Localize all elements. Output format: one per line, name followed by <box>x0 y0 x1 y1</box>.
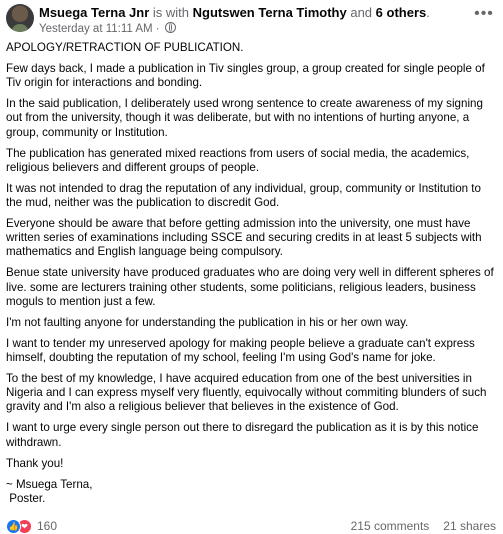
post-header <box>6 4 496 38</box>
shares-count[interactable]: 21 shares <box>443 519 496 533</box>
post-meta <box>39 22 176 36</box>
globe-icon <box>165 22 176 33</box>
comments-count[interactable]: 215 comments <box>350 519 430 533</box>
post-paragraph: The publication has generated mixed reactions from users of social media, the academics, religious believers and different groups of people. <box>6 146 470 174</box>
post-footer <box>6 518 496 534</box>
and-text: and <box>346 5 376 20</box>
post-paragraph: To the best of my knowledge, I have acquired education from one of the best universities in Nigeria and I can express myself very fluently, equivocally without commiting blunders of such gravity and I'm also a religious believer that believes in the existence of God. <box>6 372 487 414</box>
post-body <box>6 41 496 513</box>
reaction-icons[interactable] <box>6 519 36 533</box>
post-paragraph: I want to tender my unreserved apology for making people believe a graduate can't express himself, doubting the reputation of my school, feeling I'm using God's name for joke. <box>6 336 475 365</box>
signature-name: ~ Msuega Terna, <box>6 477 93 491</box>
author-name[interactable]: Msuega Terna Jnr <box>39 5 150 20</box>
post-paragraph: I'm not faulting anyone for understanding the publication in his or her own way. <box>6 315 409 329</box>
reaction-count[interactable]: 160 <box>37 519 58 533</box>
tagged-person[interactable]: Ngutswen Terna Timothy <box>192 5 347 20</box>
tagged-others-link[interactable]: 6 others <box>375 5 427 20</box>
period: . <box>426 5 430 20</box>
with-text: is with <box>149 5 193 20</box>
post-paragraph: In the said publication, I deliberately used wrong sentence to create awareness of my signing out from the university, though it was deliberate, but with no intentions of hurting anyone, a group, community or Institution. <box>6 97 483 139</box>
author-avatar[interactable] <box>6 4 34 32</box>
meta-separator: · <box>152 23 163 35</box>
post-paragraph: Benue state university have produced graduates who are doing very well in different spheres of live. some are lecturers training other students, some politicians, religious leaders, business moguls to mention just a few. <box>6 266 494 308</box>
post-paragraph: Thank you! <box>6 456 64 470</box>
author-line <box>39 5 430 21</box>
post-paragraph: I want to urge every single person out there to disregard the publication as it is by this notice withdrawn. <box>6 421 479 449</box>
post-paragraph: Few days back, I made a publication in Tiv singles group, a group created for single people of Tiv origin for interactions and bonding. <box>6 62 485 90</box>
post-timestamp[interactable]: Yesterday at 11:11 AM <box>39 23 153 35</box>
post-paragraph: Everyone should be aware that before getting admission into the university, one must have written series of examinations including SSCE and securing credits in at least 5 subjects with mathematics and English language being compulsory. <box>6 217 482 259</box>
post-stats <box>351 518 496 534</box>
more-horizontal-icon[interactable]: ••• <box>474 5 494 22</box>
signature-title: Poster. <box>6 491 46 505</box>
like-reaction-icon: 👍 <box>6 519 21 534</box>
post-paragraph: It was not intended to drag the reputation of any individual, group, community or Institution to the mud, neither was the publication to discredit God. <box>6 181 481 210</box>
post-signature <box>6 478 496 506</box>
love-reaction-icon: ❤ <box>17 519 32 534</box>
post-paragraph: APOLOGY/RETRACTION OF PUBLICATION. <box>6 41 244 54</box>
